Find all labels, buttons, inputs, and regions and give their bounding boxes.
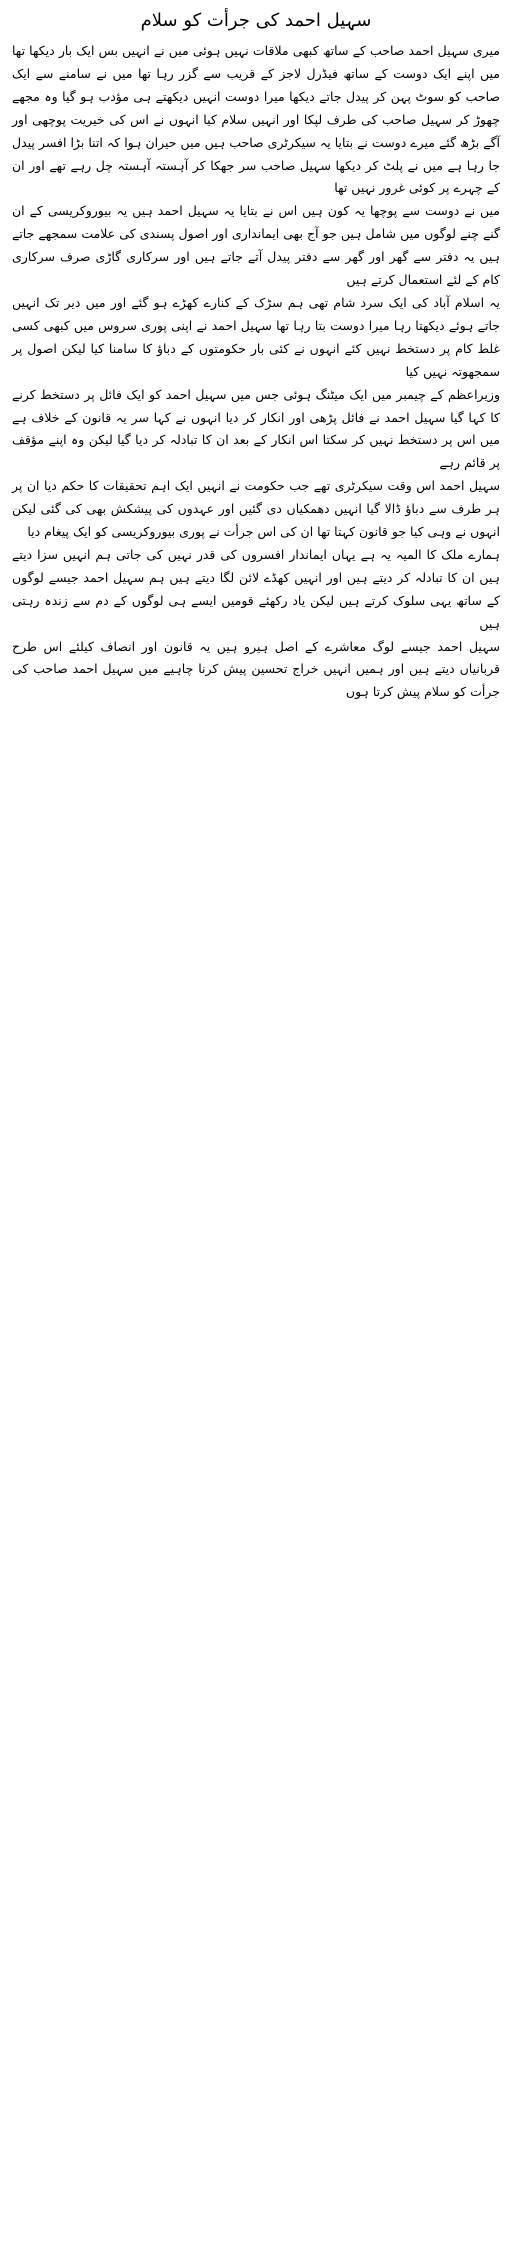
paragraph: سہیل احمد اس وقت سیکرٹری تھے جب حکومت نے انہیں ایک اہم تحقیقات کا حکم دیا ان پر ہر طرف سے دباؤ ڈالا گیا انہیں دھمکیاں دی گئیں اور عہدوں کی پیشکش بھی کی گئی لیکن انہوں نے وہی کیا جو قانون کہتا تھا ان کی اس جرأت نے پوری بیوروکریسی کو ایک پیغام دیا: [12, 478, 500, 540]
paragraph: میری سہیل احمد صاحب کے ساتھ کبھی ملاقات نہیں ہوئی میں نے انہیں بس ایک بار دیکھا تھا میں اپنے ایک دوست کے ساتھ فیڈرل لاجز کے قریب سے گزر رہا تھا میں نے سامنے سے ایک صاحب کو سوٹ پہن کر پیدل جاتے دیکھا میرا دوست انہیں دیکھتے ہی مؤدب ہو گیا وہ مجھے چھوڑ کر سہیل صاحب کی طرف لپکا اور انہیں سلام کیا انہوں نے اس کی خیریت پوچھی اور آگے بڑھ گئے میرے دوست نے بتایا یہ سیکرٹری صاحب ہیں میں حیران ہوا کہ اتنا بڑا افسر پیدل جا رہا ہے میں نے پلٹ کر دیکھا سہیل صاحب سر جھکا کر آہستہ آہستہ چل رہے تھے اور ان کے چہرے پر کوئی غرور نہیں تھا: [12, 43, 500, 196]
paragraph: میں نے دوست سے پوچھا یہ کون ہیں اس نے بتایا یہ سہیل احمد ہیں یہ بیوروکریسی کے ان گنے چنے لوگوں میں شامل ہیں جو آج بھی ایمانداری اور اصول پسندی کی علامت سمجھے جاتے ہیں یہ دفتر سے گھر اور گھر سے دفتر پیدل آتے جاتے ہیں اور سرکاری گاڑی صرف سرکاری کام کے لئے استعمال کرتے ہیں: [12, 203, 500, 288]
paragraph: وزیراعظم کے چیمبر میں ایک میٹنگ ہوئی جس میں سہیل احمد کو ایک فائل پر دستخط کرنے کا کہا گیا سہیل احمد نے فائل پڑھی اور انکار کر دیا انہوں نے کہا سر یہ قانون کے خلاف ہے میں اس پر دستخط نہیں کر سکتا اس انکار کے بعد ان کا تبادلہ کر دیا گیا لیکن وہ اپنے مؤقف پر قائم رہے: [12, 386, 500, 471]
paragraph: سہیل احمد جیسے لوگ معاشرے کے اصل ہیرو ہیں یہ قانون اور انصاف کیلئے اس طرح قربانیاں دیتے ہیں اور ہمیں انہیں خراج تحسین پیش کرنا چاہیے میں سہیل احمد صاحب کی جرأت کو سلام پیش کرتا ہوں: [12, 638, 500, 700]
paragraph: ہمارے ملک کا المیہ یہ ہے یہاں ایماندار افسروں کی قدر نہیں کی جاتی ہم انہیں سزا دیتے ہیں ان کا تبادلہ کر دیتے ہیں اور انہیں کھڈے لائن لگا دیتے ہیں ہم سہیل احمد جیسے لوگوں کے ساتھ یہی سلوک کرتے ہیں لیکن یاد رکھئے قومیں ایسے ہی لوگوں کے دم سے زندہ رہتی ہیں: [12, 546, 500, 631]
paragraph: یہ اسلام آباد کی ایک سرد شام تھی ہم سڑک کے کنارے کھڑے ہو گئے اور میں دیر تک انہیں جاتے ہوئے دیکھتا رہا میرا دوست بتا رہا تھا سہیل احمد نے اپنی پوری سروس میں کبھی کسی غلط کام پر دستخط نہیں کئے انہوں نے کئی بار حکومتوں کے دباؤ کا سامنا کیا لیکن اصول پر سمجھوتہ نہیں کیا: [12, 294, 500, 379]
column-title: سہیل احمد کی جرأت کو سلام: [140, 10, 372, 31]
column-body: [12, 40, 500, 704]
